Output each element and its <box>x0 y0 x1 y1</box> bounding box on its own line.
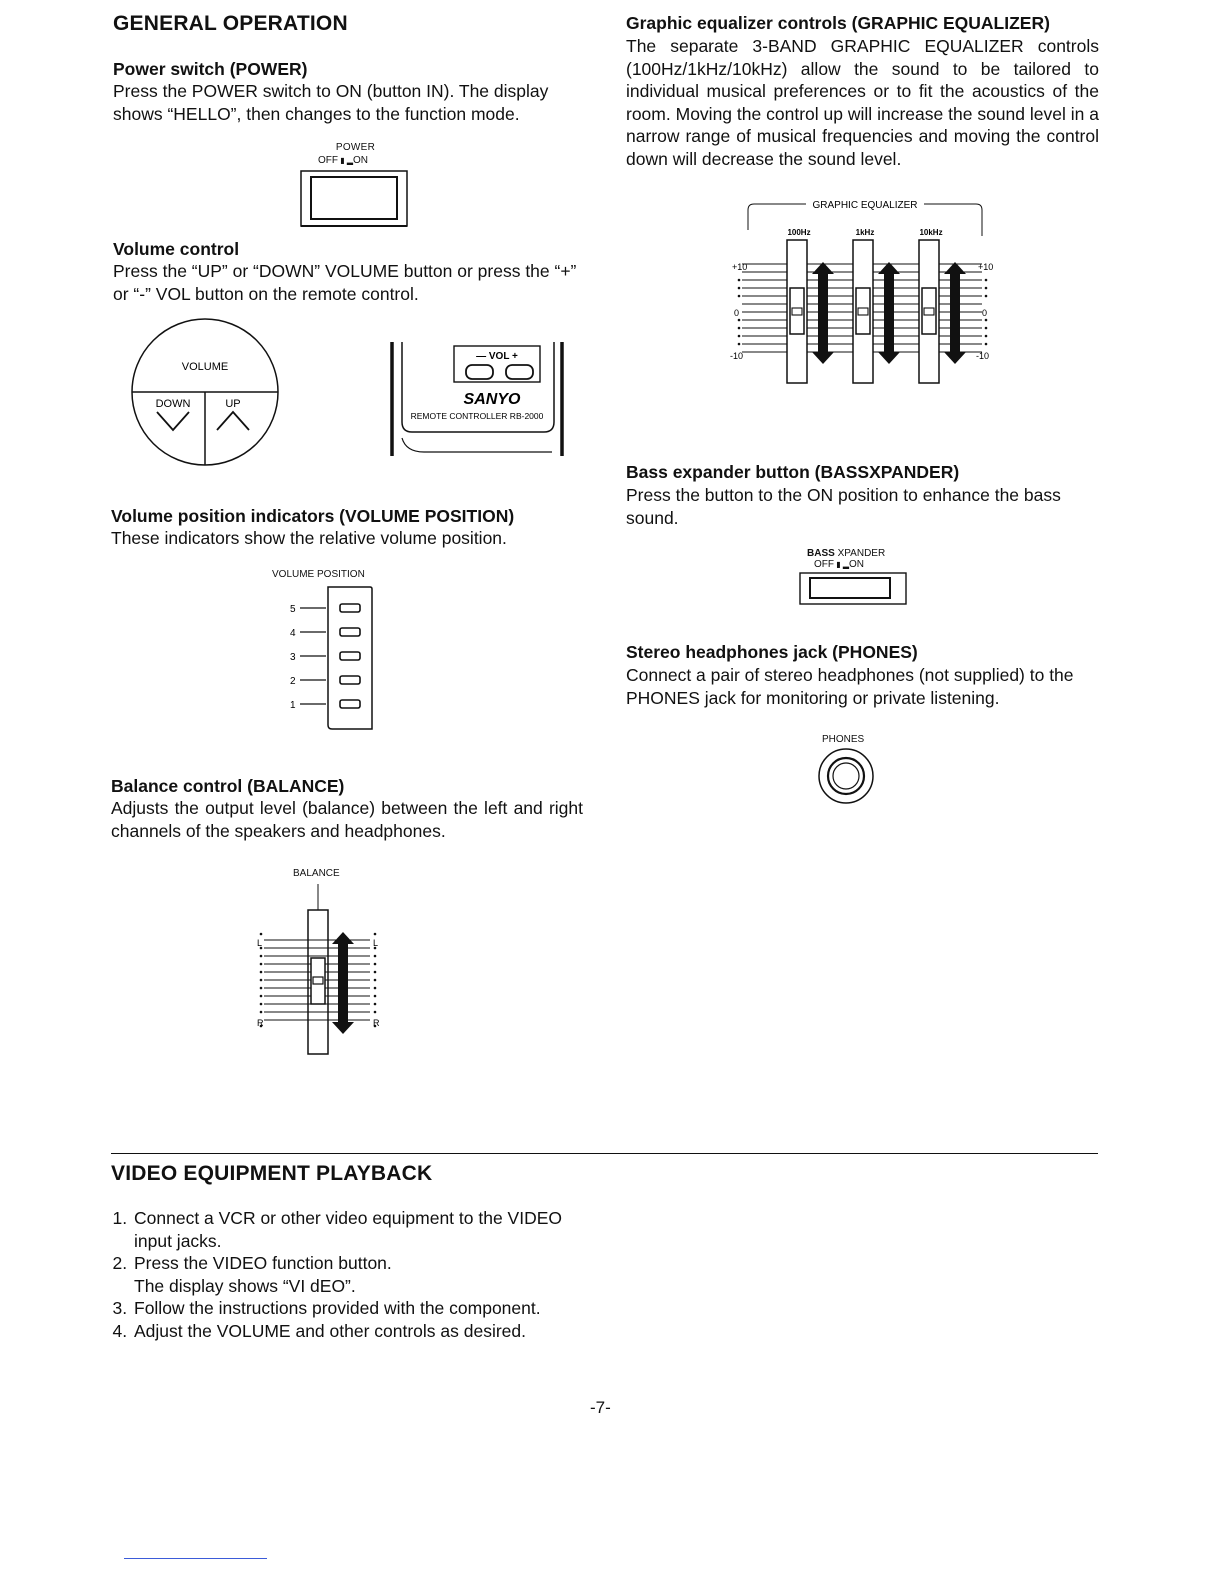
text-graphic-equalizer: The separate 3-BAND GRAPHIC EQUALIZER controls (100Hz/1kHz/10kHz) allow the sound to be tailored to individual musical preferences or to fit the acoustics of the room. Moving the control up will increase the sound level in a narrow range of musical frequencies and moving the control down will decrease the sound level. <box>626 36 1099 169</box>
balance-left-mark-right: L <box>373 938 379 948</box>
chevron-down-icon <box>157 412 189 430</box>
heading-volume-position: Volume position indicators (VOLUME POSITION) <box>111 506 515 526</box>
remote-control-figure <box>388 340 568 458</box>
balance-slider-figure <box>252 866 387 1061</box>
section-title-video-playback: VIDEO EQUIPMENT PLAYBACK <box>111 1162 433 1185</box>
bass-expander-figure: BASS XPANDER OFF ▮ ▂ON <box>795 546 915 611</box>
heading-volume-control: Volume control <box>113 239 240 259</box>
video-step-1: 1. Connect a VCR or other video equipment to the VIDEO input jacks. <box>132 1207 585 1252</box>
balance-figure-label: BALANCE <box>293 868 340 879</box>
text-stereo-headphones: Connect a pair of stereo headphones (not supplied) to the PHONES jack for monitoring or private listening. <box>626 665 1074 708</box>
band-label-100hz: 100Hz <box>787 228 811 237</box>
video-step-2-display-note: The display shows “VI dEO”. <box>134 1275 356 1296</box>
band-label-10khz: 10kHz <box>919 228 943 237</box>
video-steps-list <box>110 1207 585 1342</box>
volume-level-5: 5 <box>290 604 296 615</box>
balance-left-mark: L <box>257 938 263 948</box>
power-figure-label: POWER <box>335 142 376 153</box>
volume-level-4: 4 <box>290 628 296 639</box>
text-power-switch: Press the POWER switch to ON (button IN). The display shows “HELLO”, then changes to the function mode. <box>113 81 549 124</box>
volume-level-2: 2 <box>290 676 296 687</box>
volume-position-figure-label: VOLUME POSITION <box>272 569 365 580</box>
equalizer-figure-label: GRAPHIC EQUALIZER <box>812 200 918 211</box>
band-label-1khz: 1kHz <box>855 228 875 237</box>
bass-figure-label-bold: BASS <box>807 548 835 559</box>
heading-power-switch: Power switch (POWER) <box>113 59 308 79</box>
section-divider <box>111 1153 1098 1154</box>
volume-level-3: 3 <box>290 652 296 663</box>
heading-balance-control: Balance control (BALANCE) <box>111 776 345 796</box>
equalizer-scale-top-right: +10 <box>978 262 994 272</box>
volume-level-1: 1 <box>290 700 296 711</box>
remote-vol-plus-button <box>506 365 533 379</box>
text-bass-expander: Press the button to the ON position to enhance the bass sound. <box>626 485 1061 528</box>
headphone-jack-icon <box>810 747 885 807</box>
text-volume-position: These indicators show the relative volume position. <box>111 528 507 548</box>
chevron-up-icon <box>217 412 249 430</box>
volume-position-drawing <box>262 583 392 733</box>
text-volume-control: Press the “UP” or “DOWN” VOLUME button or press the “+” or “-” VOL button on the remote control. <box>113 261 577 304</box>
video-step-3: 3. Follow the instructions provided with the component. <box>132 1297 585 1320</box>
power-off-label: OFF <box>318 155 338 166</box>
equalizer-scale-bottom-right: -10 <box>976 351 990 361</box>
remote-brand-logo: SANYO <box>463 391 521 408</box>
equalizer-scale-mid-left: 0 <box>734 308 740 318</box>
power-switch-figure: POWER OFF ▮ ▂ON <box>298 142 413 232</box>
bass-on-label: ON <box>849 559 864 570</box>
power-on-label: ON <box>353 155 368 166</box>
section-title-general-operation: GENERAL OPERATION <box>113 12 348 35</box>
power-button-drawing <box>298 167 413 229</box>
bass-off-label: OFF <box>814 559 834 570</box>
video-step-4: 4. Adjust the VOLUME and other controls as desired. <box>132 1320 585 1343</box>
equalizer-scale-bottom-left: -10 <box>730 351 744 361</box>
remote-vol-minus-button <box>466 365 493 379</box>
phones-jack-figure <box>810 733 885 808</box>
volume-down-label: DOWN <box>155 398 191 410</box>
bass-button-drawing <box>795 570 915 608</box>
footer-rule <box>124 1558 267 1559</box>
text-balance-control: Adjusts the output level (balance) between the left and right channels of the speakers and headphones. <box>111 798 583 841</box>
equalizer-scale-top-left: +10 <box>732 262 748 272</box>
heading-stereo-headphones: Stereo headphones jack (PHONES) <box>626 642 918 662</box>
heading-bass-expander: Bass expander button (BASSXPANDER) <box>626 462 960 482</box>
volume-dial-label: VOLUME <box>181 361 229 373</box>
remote-vol-label: — VOL + <box>476 351 518 362</box>
remote-model-label: REMOTE CONTROLLER RB-2000 <box>410 411 544 421</box>
volume-up-label: UP <box>225 398 241 410</box>
video-step-2 <box>132 1252 585 1297</box>
balance-right-mark-right: R <box>373 1018 380 1028</box>
balance-slider-drawing <box>252 882 387 1062</box>
equalizer-scale-mid-right: 0 <box>982 308 988 318</box>
graphic-equalizer-figure <box>728 194 998 389</box>
phones-figure-label: PHONES <box>822 734 865 745</box>
page-number: -7- <box>590 1398 611 1417</box>
volume-dial-figure <box>125 315 285 470</box>
balance-right-mark: R <box>257 1018 264 1028</box>
video-step-2-text: Press the VIDEO function button. <box>134 1253 392 1273</box>
heading-graphic-equalizer: Graphic equalizer controls (GRAPHIC EQUALIZER) <box>626 13 1050 33</box>
volume-position-figure <box>262 567 392 737</box>
bass-figure-label-rest: XPANDER <box>834 548 886 559</box>
